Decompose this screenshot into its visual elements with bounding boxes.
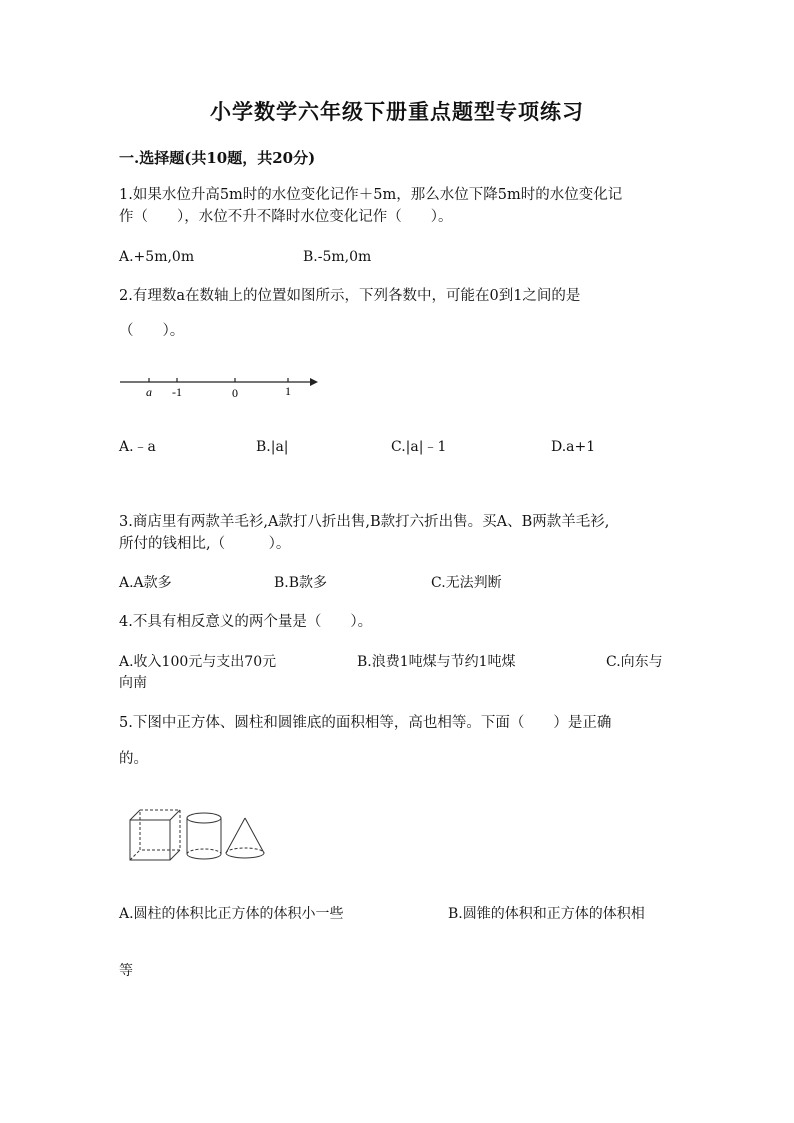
question-3-option-a[interactable]: A.A款多 xyxy=(119,575,172,591)
question-4-option-a[interactable]: A.收入100元与支出70元 xyxy=(119,654,277,670)
question-1-line-2: 作（ ），水位不升不降时水位变化记作（ ）。 xyxy=(119,209,453,225)
question-3-line-2: 所付的钱相比,（ ）。 xyxy=(119,536,291,552)
question-1-option-a[interactable]: A.+5m,0m xyxy=(119,249,195,265)
question-2-option-d[interactable]: D.a+1 xyxy=(551,439,596,455)
solids-figure xyxy=(124,806,274,866)
question-5-option-b-continued: 等 xyxy=(119,963,133,979)
question-3-line-1: 3.商店里有两款羊毛衫,A款打八折出售,B款打六折出售。买A、B两款羊毛衫, xyxy=(119,514,610,530)
question-5-option-b[interactable]: B.圆锥的体积和正方体的体积相 xyxy=(448,906,645,922)
question-4-option-c-continued: 向南 xyxy=(119,675,147,691)
question-1-option-b[interactable]: B.-5m,0m xyxy=(303,249,372,265)
question-5-option-a[interactable]: A.圆柱的体积比正方体的体积小一些 xyxy=(119,906,344,922)
page-title: 小学数学六年级下册重点题型专项练习 xyxy=(210,99,584,124)
section-heading: 一.选择题(共10题，共20分) xyxy=(119,149,316,167)
question-2-option-c[interactable]: C.|a|﹣1 xyxy=(391,439,447,455)
label-1: 1 xyxy=(285,384,291,398)
question-2-line-1: 2.有理数a在数轴上的位置如图所示，下列各数中，可能在0到1之间的是 xyxy=(119,288,581,304)
number-line-arrow xyxy=(310,378,318,386)
question-3-option-b[interactable]: B.B款多 xyxy=(274,575,328,591)
question-2-line-2: （ ）。 xyxy=(119,323,185,339)
question-2-option-a[interactable]: A.﹣a xyxy=(119,439,156,455)
cone-shape xyxy=(226,818,264,858)
label-0: 0 xyxy=(232,386,238,400)
question-4-option-c[interactable]: C.向东与 xyxy=(606,654,663,670)
question-4-line-1: 4.不具有相反意义的两个量是（ ）。 xyxy=(119,614,373,630)
label-minus-1: -1 xyxy=(172,385,182,399)
cylinder-shape xyxy=(187,813,221,859)
question-5-line-2: 的。 xyxy=(119,751,148,767)
label-a: a xyxy=(146,385,152,399)
number-line-figure xyxy=(118,370,328,410)
question-4-option-b[interactable]: B.浪费1吨煤与节约1吨煤 xyxy=(357,654,516,670)
question-2-option-b[interactable]: B.|a| xyxy=(256,439,289,455)
question-5-line-1: 5.下图中正方体、圆柱和圆锥底的面积相等，高也相等。下面（ ）是正确 xyxy=(119,715,612,731)
question-1-line-1: 1.如果水位升高5m时的水位变化记作＋5m，那么水位下降5m时的水位变化记 xyxy=(119,187,623,203)
question-3-option-c[interactable]: C.无法判断 xyxy=(431,575,502,591)
cube-shape xyxy=(130,810,180,860)
